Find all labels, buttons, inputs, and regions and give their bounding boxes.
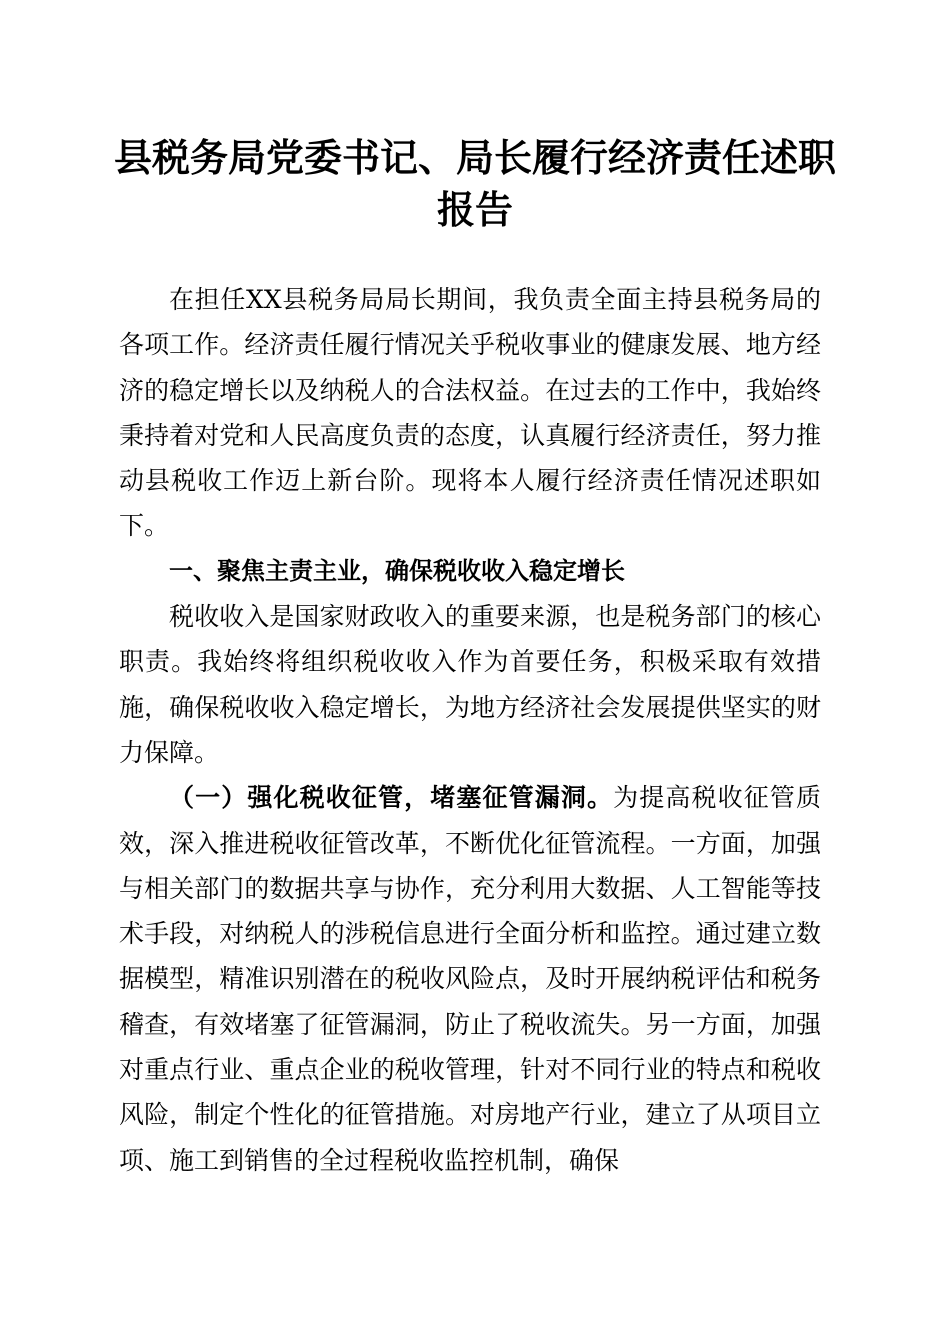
section-heading: 一、聚焦主责主业，确保税收收入稳定增长 xyxy=(169,556,625,585)
subsection-text: 为提高税收征管质效，深入推进税收征管改革，不断优化征管流程。一方面，加强与相关部门的数据共享与协作，充分利用大数据、人工智能等技术手段，对纳税人的涉税信息进行全面分析和监控。通过建立数据模型，精准识别潜在的税收风险点，及时开展纳税评估和税务稽查，有效堵塞了征管漏洞，防止了税收流失。另一方面，加强对重点行业、重点企业的税收管理，针对不同行业的特点和税收风险，制定个性化的征管措施。对房地产行业，建立了从项目立项、施工到销售的全过程税收监控机制，确保 xyxy=(119,783,821,1175)
subsection-paragraph xyxy=(119,775,821,1183)
document-body xyxy=(119,277,821,1183)
section-paragraph: 税收收入是国家财政收入的重要来源，也是税务部门的核心职责。我始终将组织税收收入作为首要任务，积极采取有效措施，确保税收收入稳定增长，为地方经济社会发展提供坚实的财力保障。 xyxy=(119,602,821,767)
intro-paragraph: 在担任XX县税务局局长期间，我负责全面主持县税务局的各项工作。经济责任履行情况关乎税收事业的健康发展、地方经济的稳定增长以及纳税人的合法权益。在过去的工作中，我始终秉持着对党和人民高度负责的态度，认真履行经济责任，努力推动县税收工作迈上新台阶。现将本人履行经济责任情况述职如下。 xyxy=(119,285,821,541)
subsection-heading: （一）强化税收征管，堵塞征管漏洞。 xyxy=(169,783,614,813)
document-title: 县税务局党委书记、局长履行经济责任述职报告 xyxy=(113,135,836,232)
